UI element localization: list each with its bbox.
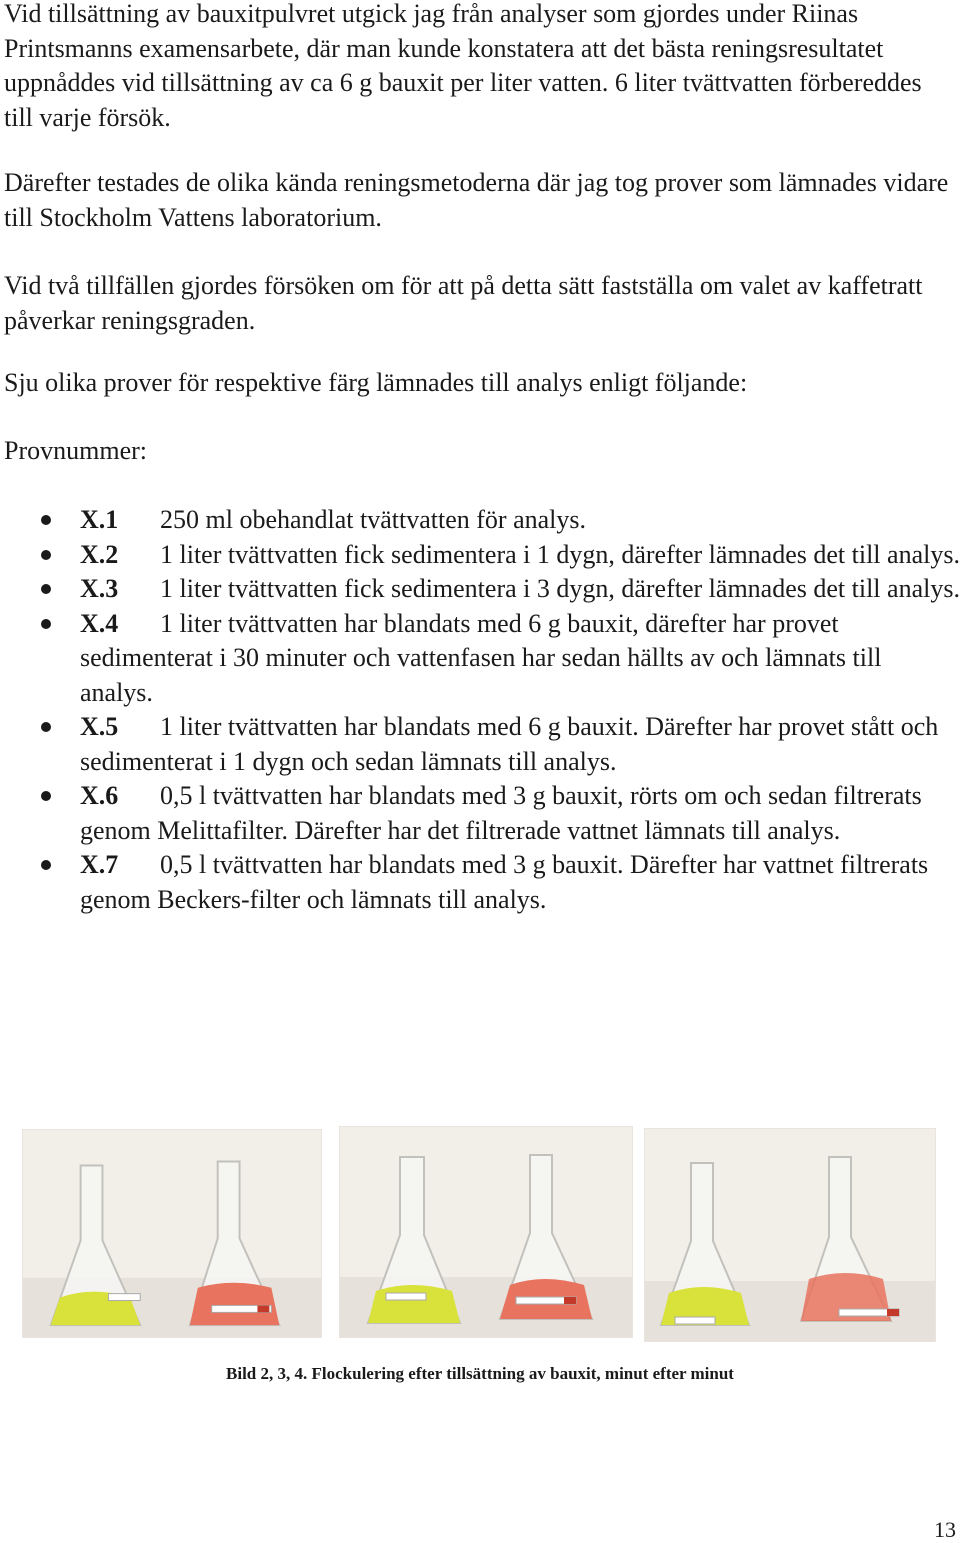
list-item — [0, 538, 960, 573]
sample-description: 1 liter tvättvatten fick sedimentera i 1 dygn, därefter lämnades det till analys. — [160, 539, 960, 569]
list-item — [0, 572, 960, 607]
list-item — [0, 848, 960, 917]
sample-id: X.7 — [80, 850, 119, 879]
page-number: 13 — [934, 1517, 956, 1542]
sample-id: X.5 — [80, 712, 119, 741]
sample-id: X.4 — [80, 608, 119, 638]
sample-list-heading: Provnummer: — [4, 436, 147, 465]
sample-list — [0, 503, 960, 917]
list-item — [0, 779, 960, 848]
sample-id: X.2 — [80, 539, 119, 569]
photo-bild-3 — [339, 1126, 633, 1338]
sample-description: 250 ml obehandlat tvättvatten för analys. — [160, 505, 586, 534]
sample-description: 1 liter tvättvatten har blandats med 6 g bauxit. Därefter har provet stått och sedimenterat i 1 dygn och sedan lämnats till analys. — [80, 712, 939, 776]
sample-description: 0,5 l tvättvatten har blandats med 3 g bauxit. Därefter har vattnet filtrerats genom Beckers-filter och lämnats till analys. — [80, 850, 929, 914]
paragraph-repeat: Vid två tillfällen gjordes försöken om för att på detta sätt fastställa om valet av kaffetratt påverkar reningsgraden. — [4, 271, 923, 335]
bullet-icon — [41, 550, 51, 560]
sample-id: X.1 — [80, 505, 119, 534]
flask-photo-graphic — [645, 1129, 935, 1341]
paragraph-intro: Vid tillsättning av bauxitpulvret utgick jag från analyser som gjordes under Riinas Printsmanns examensarbete, där man kunde konstatera att det bästa reningsresultatet uppnåddes vid tillsättning av ca 6 g bauxit per liter vatten. 6 liter tvättvatten förbereddes till varje försök. — [4, 0, 922, 132]
bullet-icon — [41, 515, 51, 525]
list-item — [0, 710, 960, 779]
sample-description: 1 liter tvättvatten fick sedimentera i 3 dygn, därefter lämnades det till analys. — [160, 574, 960, 603]
sample-description: 0,5 l tvättvatten har blandats med 3 g bauxit, rörts om och sedan filtrerats genom Melittafilter. Därefter har det filtrerade vattnet lämnats till analys. — [80, 781, 922, 845]
paragraph-samples-intro: Sju olika prover för respektive färg lämnades till analys enligt följande: — [4, 368, 748, 397]
sample-description: 1 liter tvättvatten har blandats med 6 g bauxit, därefter har provet sedimenterat i 30 minuter och vattenfasen har sedan hällts av och lämnats till analys. — [80, 608, 882, 707]
list-item — [0, 503, 960, 538]
figure-caption: Bild 2, 3, 4. Flockulering efter tillsättning av bauxit, minut efter minut — [226, 1364, 734, 1383]
bullet-icon — [41, 619, 51, 629]
photo-bild-4 — [644, 1128, 936, 1342]
list-item — [0, 607, 960, 711]
photo-row — [0, 1126, 960, 1346]
flask-photo-graphic — [340, 1127, 632, 1337]
paragraph-methods: Därefter testades de olika kända reningsmetoderna där jag tog prover som lämnades vidare till Stockholm Vattens laboratorium. — [4, 168, 949, 232]
sample-id: X.3 — [80, 574, 119, 603]
flask-photo-graphic — [23, 1130, 321, 1337]
photo-bild-2 — [22, 1129, 322, 1338]
bullet-icon — [41, 860, 51, 870]
bullet-icon — [41, 584, 51, 594]
bullet-icon — [41, 722, 51, 732]
bullet-icon — [41, 791, 51, 801]
sample-id: X.6 — [80, 781, 119, 810]
